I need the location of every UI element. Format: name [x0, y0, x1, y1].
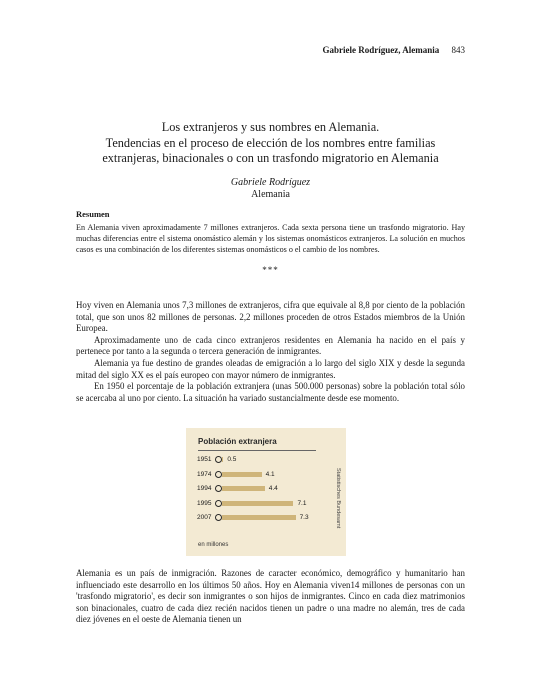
paragraph-4: En 1950 el porcentaje de la población extranjera (unas 500.000 personas) sobre la población total sólo se acercaba al uno por ciento. La situación ha variado sustancialmente desde ese momento.: [76, 381, 465, 403]
chart-unit-label: en millones: [198, 542, 229, 548]
chart-value-label: 7.1: [297, 499, 307, 507]
chart-marker-dot: [215, 500, 222, 507]
chart-category-label: 1994: [197, 485, 212, 492]
chart-row-1951: [197, 455, 327, 464]
chart-row-1994: [197, 484, 327, 493]
title-line-2: Tendencias en el proceso de elección de los nombres entre familias: [105, 135, 436, 150]
chart-bar: [222, 515, 296, 520]
paragraph-3: Alemania ya fue destino de grandes oleadas de emigración a lo largo del siglo XIX y desde la segunda mitad del siglo XX es el país europeo con mayor número de inmigrantes.: [76, 357, 465, 380]
chart-category-label: 1995: [197, 499, 212, 507]
section-separator: ***: [262, 265, 279, 275]
title-line-3: extranjeras, binacionales o con un trasfondo migratorio en Alemania: [102, 151, 439, 165]
running-header: [323, 45, 466, 55]
chart-category-label: 1951: [197, 456, 212, 463]
abstract-text: En Alemania viven aproximadamente 7 millones extranjeros. Cada sexta persona tiene un trasfondo migratorio. Hay muchas diferencias entre el sistema onomástico alemán y los sistemas onomásticos extranjeros. La solución en muchos casos es una combinación de los diferentes sistemas onomásticos o el cambio de los nombres.: [76, 223, 465, 254]
chart-marker-dot: [215, 514, 222, 521]
chart-bar: [222, 472, 262, 477]
chart-category-label: 1974: [197, 470, 212, 478]
paragraph-2: Aproximadamente uno de cada cinco extranjeros residentes en Alemania ha nacido en el país y pertenece por tanto a la segunda o tercera generación de inmigrantes.: [76, 334, 465, 357]
abstract: [76, 208, 465, 275]
chart-bar: [222, 457, 223, 462]
body-text-bottom: [76, 568, 465, 626]
paragraph-5: Alemania es un país de inmigración. Razones de caracter económico, demográfico y humanitario han influenciado este desarrollo en los últimos 50 años. Hoy en Alemania viven14 millones de personas con un 'trasfondo migratorio', es decir son inmigrantes o son hijos de inmigrantes. Cinco en cada diez matrimonios son binacionales, cuatro de cada diez recién nacidos tienen un padre o una madre no alemán, tres de cada diez jóvenes en el oeste de Alemania tienen un: [76, 568, 465, 625]
chart-value-label: 0.5: [227, 456, 237, 463]
article-title-block: [76, 120, 465, 201]
abstract-heading: Resumen: [76, 209, 110, 219]
population-chart: [186, 428, 346, 556]
chart-row-1995: [197, 499, 327, 508]
author-name: Gabriele Rodríguez: [230, 176, 311, 188]
page-number: 843: [451, 45, 465, 55]
chart-row-2007: [197, 513, 327, 522]
chart-title: Población extranjera: [198, 437, 277, 446]
chart-value-label: 4.4: [268, 485, 278, 492]
chart-source: Statistisches Bundesamt: [335, 468, 341, 529]
body-text-top: [76, 300, 465, 404]
paragraph-1: Hoy viven en Alemania unos 7,3 millones de extranjeros, cifra que equivale al 8,8 por ciento de la población total, que son unos 82 millones de personas. 2,2 millones proceden de otros Estados miembros de la Unión Europea.: [76, 300, 465, 334]
chart-value-label: 4.1: [265, 470, 275, 478]
title-line-1: Los extranjeros y sus nombres en Alemania.: [161, 120, 380, 134]
chart-bar: [222, 501, 293, 506]
chart-bar: [222, 486, 265, 491]
chart-value-label: 7.3: [299, 514, 309, 521]
chart-marker-dot: [215, 456, 222, 463]
chart-title-rule: [198, 450, 316, 451]
author-country: Alemania: [251, 188, 290, 200]
chart-row-1974: [197, 470, 327, 479]
chart-marker-dot: [215, 471, 222, 478]
chart-marker-dot: [215, 485, 222, 492]
header-author: Gabriele Rodríguez, Alemania: [322, 45, 440, 55]
chart-category-label: 2007: [197, 514, 212, 521]
